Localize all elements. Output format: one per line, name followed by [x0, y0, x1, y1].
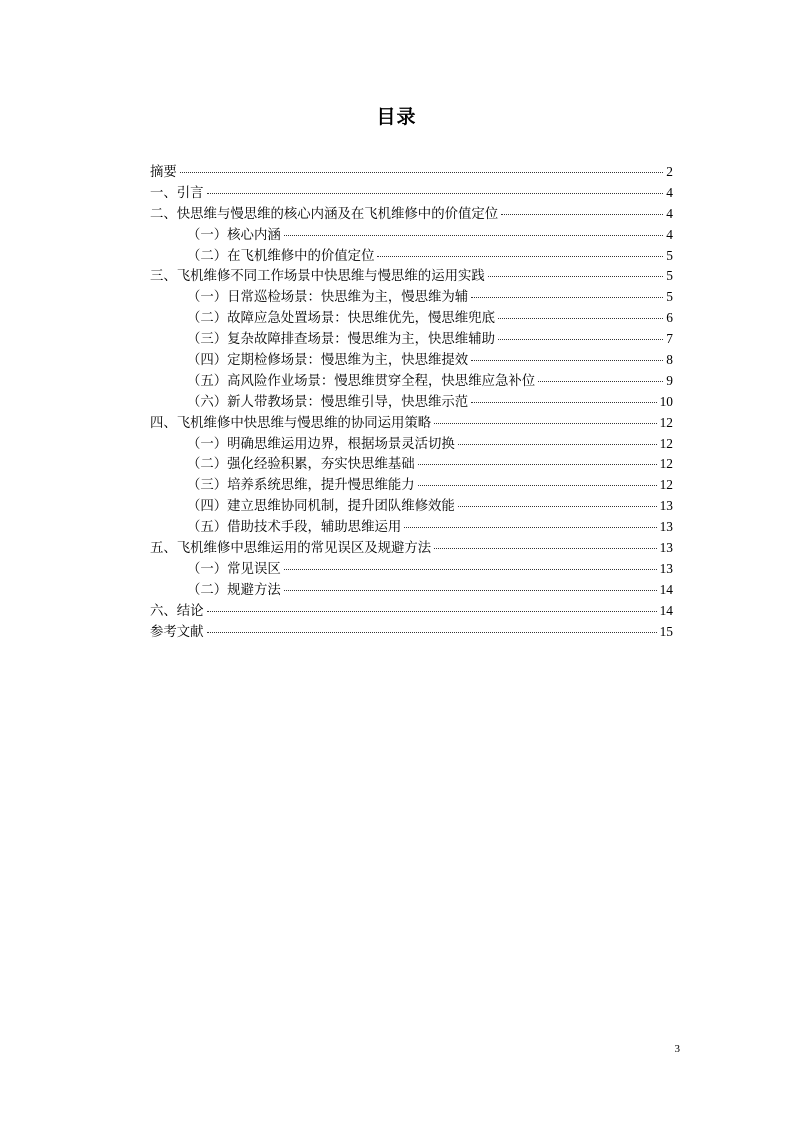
toc-entry-label: （五）高风险作业场景：慢思维贯穿全程，快思维应急补位: [187, 373, 536, 389]
toc-entry-label: （一）核心内涵: [187, 227, 281, 243]
toc-entry-label: 六、结论: [150, 603, 204, 619]
toc-entry-page: 14: [659, 581, 673, 597]
toc-entry[interactable]: [150, 350, 673, 371]
toc-entry-label: （一）日常巡检场景：快思维为主，慢思维为辅: [187, 290, 469, 306]
toc-entry-label: （四）定期检修场景：慢思维为主，快思维提效: [187, 353, 469, 369]
toc-entry[interactable]: [150, 517, 673, 538]
toc-entry[interactable]: [150, 475, 673, 496]
toc-entry-label: （四）建立思维协同机制，提升团队维修效能: [187, 499, 455, 515]
page-title: 目录: [376, 106, 417, 128]
toc-entry-label: （一）常见误区: [187, 561, 281, 577]
toc-entry-label: 四、飞机维修中快思维与慢思维的协同运用策略: [150, 415, 432, 431]
toc-entry-label: （二）故障应急处置场景：快思维优先，慢思维兜底: [187, 311, 495, 327]
toc-entry[interactable]: [150, 538, 673, 559]
toc-entry[interactable]: [150, 371, 673, 392]
toc-leader-dots: [418, 464, 657, 465]
toc-entry-label: 参考文献: [150, 624, 204, 640]
toc-entry-label: 三、飞机维修不同工作场景中快思维与慢思维的运用实践: [150, 269, 485, 285]
toc-entry-page: 8: [666, 352, 673, 368]
toc-leader-dots: [471, 360, 663, 361]
toc-entry[interactable]: [150, 413, 673, 434]
toc-leader-dots: [498, 339, 663, 340]
toc-leader-dots: [471, 297, 663, 298]
toc-entry-page: 12: [659, 435, 673, 451]
toc-entry-label: （五）借助技术手段，辅助思维运用: [187, 520, 402, 536]
toc-entry-page: 5: [666, 268, 673, 284]
toc-entry[interactable]: [150, 434, 673, 455]
toc-entry-page: 13: [659, 519, 673, 535]
table-of-contents: [150, 162, 673, 642]
toc-entry-page: 9: [666, 372, 673, 388]
toc-entry-page: 13: [659, 560, 673, 576]
toc-entry[interactable]: [150, 225, 673, 246]
page-number: 3: [674, 1043, 680, 1055]
toc-entry-page: 4: [666, 205, 673, 221]
toc-entry-page: 2: [666, 164, 673, 179]
toc-leader-dots: [458, 444, 657, 445]
toc-entry-page: 13: [659, 540, 673, 556]
toc-entry[interactable]: [150, 580, 673, 601]
toc-entry-page: 4: [666, 226, 673, 242]
toc-leader-dots: [501, 214, 663, 215]
toc-entry-label: （三）培养系统思维，提升慢思维能力: [187, 478, 415, 494]
toc-entry-page: 4: [666, 184, 673, 200]
toc-entry-label: （二）强化经验积累，夯实快思维基础: [187, 457, 415, 473]
toc-leader-dots: [284, 569, 657, 570]
toc-leader-dots: [207, 193, 664, 194]
toc-entry[interactable]: [150, 266, 673, 287]
toc-entry[interactable]: [150, 287, 673, 308]
toc-leader-dots: [284, 590, 657, 591]
toc-entry-page: 12: [659, 456, 673, 472]
toc-entry-label: （一）明确思维运用边界，根据场景灵活切换: [187, 436, 455, 452]
toc-entry-page: 12: [659, 477, 673, 493]
toc-entry-page: 7: [666, 331, 673, 347]
toc-entry-label: 二、快思维与慢思维的核心内涵及在飞机维修中的价值定位: [150, 206, 499, 222]
toc-entry-label: （二）规避方法: [187, 582, 281, 598]
toc-leader-dots: [434, 548, 656, 549]
toc-leader-dots: [471, 402, 656, 403]
toc-leader-dots: [284, 235, 664, 236]
toc-entry[interactable]: [150, 496, 673, 517]
toc-entry[interactable]: [150, 454, 673, 475]
toc-leader-dots: [458, 506, 657, 507]
toc-entry-label: 五、飞机维修中思维运用的常见误区及规避方法: [150, 541, 432, 557]
toc-leader-dots: [538, 381, 663, 382]
toc-leader-dots: [498, 318, 663, 319]
toc-entry[interactable]: [150, 308, 673, 329]
toc-leader-dots: [180, 172, 664, 173]
toc-entry[interactable]: [150, 392, 673, 413]
toc-entry-page: 13: [659, 498, 673, 514]
toc-entry-label: 摘要: [150, 165, 177, 180]
toc-entry-label: 一、引言: [150, 185, 204, 201]
toc-entry[interactable]: [150, 622, 673, 643]
toc-entry-label: （二）在飞机维修中的价值定位: [187, 248, 375, 264]
toc-leader-dots: [207, 632, 657, 633]
toc-entry-page: 5: [666, 247, 673, 263]
toc-entry-page: 5: [666, 289, 673, 305]
toc-entry-label: （六）新人带教场景：慢思维引导，快思维示范: [187, 394, 469, 410]
toc-entry[interactable]: [150, 204, 673, 225]
toc-entry[interactable]: [150, 559, 673, 580]
toc-leader-dots: [434, 423, 656, 424]
toc-entry[interactable]: [150, 329, 673, 350]
toc-entry[interactable]: [150, 183, 673, 204]
toc-entry-page: 12: [659, 414, 673, 430]
toc-entry-page: 10: [659, 393, 673, 409]
toc-entry[interactable]: [150, 246, 673, 267]
toc-entry-label: （三）复杂故障排查场景：慢思维为主，快思维辅助: [187, 332, 495, 348]
toc-leader-dots: [377, 256, 663, 257]
toc-leader-dots: [488, 276, 664, 277]
toc-entry-page: 15: [659, 623, 673, 639]
toc-leader-dots: [207, 611, 657, 612]
toc-leader-dots: [418, 485, 657, 486]
toc-entry[interactable]: [150, 601, 673, 622]
toc-entry-page: 6: [666, 310, 673, 326]
toc-entry-page: 14: [659, 602, 673, 618]
toc-leader-dots: [404, 527, 656, 528]
toc-entry[interactable]: [150, 162, 673, 183]
